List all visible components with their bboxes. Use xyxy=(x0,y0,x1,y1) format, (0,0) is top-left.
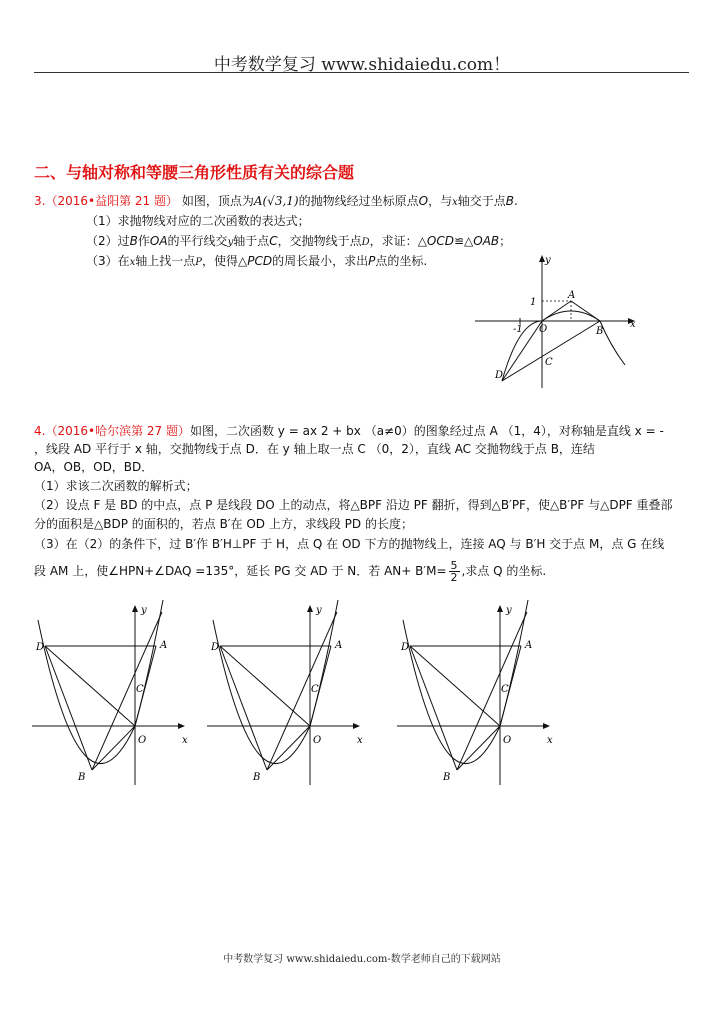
header-divider xyxy=(34,72,689,73)
problem-4-part-3-cont xyxy=(34,558,546,584)
text: 的平行线交 xyxy=(167,234,228,248)
point-C-label: C xyxy=(545,357,553,368)
point-A-label: A xyxy=(525,640,533,651)
y-axis-label: y xyxy=(141,605,147,616)
text: ，求证： xyxy=(369,234,418,248)
problem-4-line-1 xyxy=(34,423,664,439)
segment-OD xyxy=(45,646,135,726)
problem-4-part-3: （3）在（2）的条件下，过 B′作 B′H⊥PF 于 H，点 Q 在 OD 下方的抛物线上，连接 AQ 与 B′H 交于点 M，点 G 在线 xyxy=(34,537,665,551)
point-D-label: D xyxy=(495,370,504,381)
segment-BD xyxy=(410,646,457,770)
origin-label: O xyxy=(138,735,147,746)
figure-3-parabola-diagram xyxy=(470,250,640,390)
problem-4-line-2: ，线段 AD 平行于 x 轴，交抛物线于点 D．在 y 轴上取一点 C （0，2），直线 AC 交抛物线于点 B，连结 xyxy=(34,442,595,456)
point-A-label: A xyxy=(335,640,343,651)
segment-OB xyxy=(457,726,500,770)
line-AC xyxy=(457,612,527,770)
point-A-label: A xyxy=(568,290,576,301)
text: P xyxy=(368,254,376,268)
segment-OB xyxy=(92,726,135,770)
point-C-label: C xyxy=(136,684,144,695)
x-axis-label: x xyxy=(630,319,636,330)
problem-3-number: 3. xyxy=(34,194,46,208)
point-C-label: C xyxy=(501,684,509,695)
text: ，与 xyxy=(428,194,453,208)
text: 的抛物线经过坐标原点 xyxy=(298,194,419,208)
point-B-label: B xyxy=(596,326,604,337)
page-header: 中考数学复习 www.shidaiedu.com！ xyxy=(213,55,511,75)
problem-3-part-1: （1）求抛物线对应的二次函数的表达式； xyxy=(86,214,310,228)
y-axis-arrow-icon xyxy=(497,605,503,612)
origin-label: O xyxy=(503,735,512,746)
x-axis-label: x xyxy=(547,735,553,746)
text: 作 xyxy=(137,234,150,248)
text: ； xyxy=(499,234,512,248)
text: ,求点 Q 的坐标. xyxy=(461,564,547,578)
text: 如图，二次函数 y = ax 2 + bx （a≠0）的图象经过点 A （1，4），对称轴是直线 x = - xyxy=(189,424,664,438)
point-C-label: C xyxy=(311,684,319,695)
problem-4-source: （2016•哈尔滨第 27 题） xyxy=(45,424,190,438)
text: △OCD≌△OAB xyxy=(417,234,500,248)
text: x xyxy=(129,257,136,268)
text: ，使得 xyxy=(202,254,239,268)
text: （3）在 xyxy=(86,254,130,268)
point-D-label: D xyxy=(36,642,45,653)
problem-4-part-1: （1）求该二次函数的解析式； xyxy=(34,479,198,493)
text: 轴于点 xyxy=(233,234,270,248)
figure-4c-parabola-diagram xyxy=(395,600,560,790)
point-B-label: B xyxy=(253,772,261,783)
problem-3-stem xyxy=(34,193,518,211)
text: 如图，顶点为 xyxy=(181,194,254,208)
text: OA xyxy=(149,234,168,248)
point-D-label: D xyxy=(401,642,410,653)
figure-4b-parabola-diagram xyxy=(205,600,370,790)
line-AC xyxy=(267,612,337,770)
text: C xyxy=(269,234,278,248)
origin-label: O xyxy=(313,735,322,746)
figure-4a-parabola-diagram xyxy=(30,600,195,790)
vertex-expression: A(√3,1) xyxy=(253,194,299,208)
fraction-denominator: 2 xyxy=(450,571,458,584)
text: （2）过 xyxy=(86,234,130,248)
text: 段 AM 上，使∠HPN+∠DAQ =135°，延长 PG 交 AD 于 N．若 AN+ B′M= xyxy=(34,564,447,578)
y-axis-label: y xyxy=(506,605,512,616)
problem-3-source: （2016•益阳第 21 题） xyxy=(45,194,178,208)
x-axis-label: x xyxy=(357,735,363,746)
section-title: 二、与轴对称和等腰三角形性质有关的综合题 xyxy=(34,163,355,182)
text: B xyxy=(129,234,138,248)
segment-OB xyxy=(267,726,310,770)
problem-4-part-2-cont: 分的面积是△BDP 的面积的，若点 B′在 OD 上方，求线段 PD 的长度； xyxy=(34,517,413,531)
segment-OD xyxy=(410,646,500,726)
text: B xyxy=(505,194,514,208)
point-A-label: A xyxy=(160,640,168,651)
y-axis-label: y xyxy=(316,605,322,616)
text: 点的坐标. xyxy=(375,254,428,268)
page-footer: 中考数学复习 www.shidaiedu.com-数学老师自己的下载网站 xyxy=(223,954,501,965)
text: ，交抛物线于点 xyxy=(277,234,362,248)
text: △PCD xyxy=(238,254,273,268)
x-axis-label: x xyxy=(182,735,188,746)
problem-3-part-2 xyxy=(86,233,511,251)
problem-3-part-3 xyxy=(86,253,427,271)
text: 轴交于点 xyxy=(457,194,506,208)
problem-4-number: 4. xyxy=(34,424,46,438)
fraction-numerator: 5 xyxy=(450,559,458,572)
text: y xyxy=(227,237,234,248)
text: . xyxy=(513,194,518,208)
x-axis-arrow-icon xyxy=(178,723,185,729)
y-axis-label: y xyxy=(545,255,551,266)
x-axis-arrow-icon xyxy=(543,723,550,729)
line-AC xyxy=(92,612,162,770)
tick-label-minus-one: -1 xyxy=(513,324,523,335)
point-D-label: D xyxy=(211,642,220,653)
y-axis-arrow-icon xyxy=(132,605,138,612)
x-axis-arrow-icon xyxy=(353,723,360,729)
origin-label: O xyxy=(539,324,548,335)
text: D xyxy=(361,237,370,248)
point-B-label: B xyxy=(78,772,86,783)
fraction-five-halves xyxy=(449,560,460,583)
segment-BD xyxy=(45,646,92,770)
problem-4-line-3: OA，OB，OD，BD． xyxy=(34,460,154,474)
text: O xyxy=(418,194,429,208)
text: x xyxy=(452,197,458,208)
y-axis-arrow-icon xyxy=(307,605,313,612)
segment-OD xyxy=(220,646,310,726)
point-B-label: B xyxy=(443,772,451,783)
segment-BD xyxy=(220,646,267,770)
text: 轴上找一点 xyxy=(135,254,196,268)
text: 的周长最小，求出 xyxy=(272,254,369,268)
text: P xyxy=(195,257,203,268)
problem-4-part-2: （2）设点 F 是 BD 的中点，点 P 是线段 DO 上的动点，将△BPF 沿边 PF 翻折，得到△B′PF，使△B′PF 与△DPF 重叠部 xyxy=(34,498,673,512)
tick-label-one: 1 xyxy=(530,297,537,308)
